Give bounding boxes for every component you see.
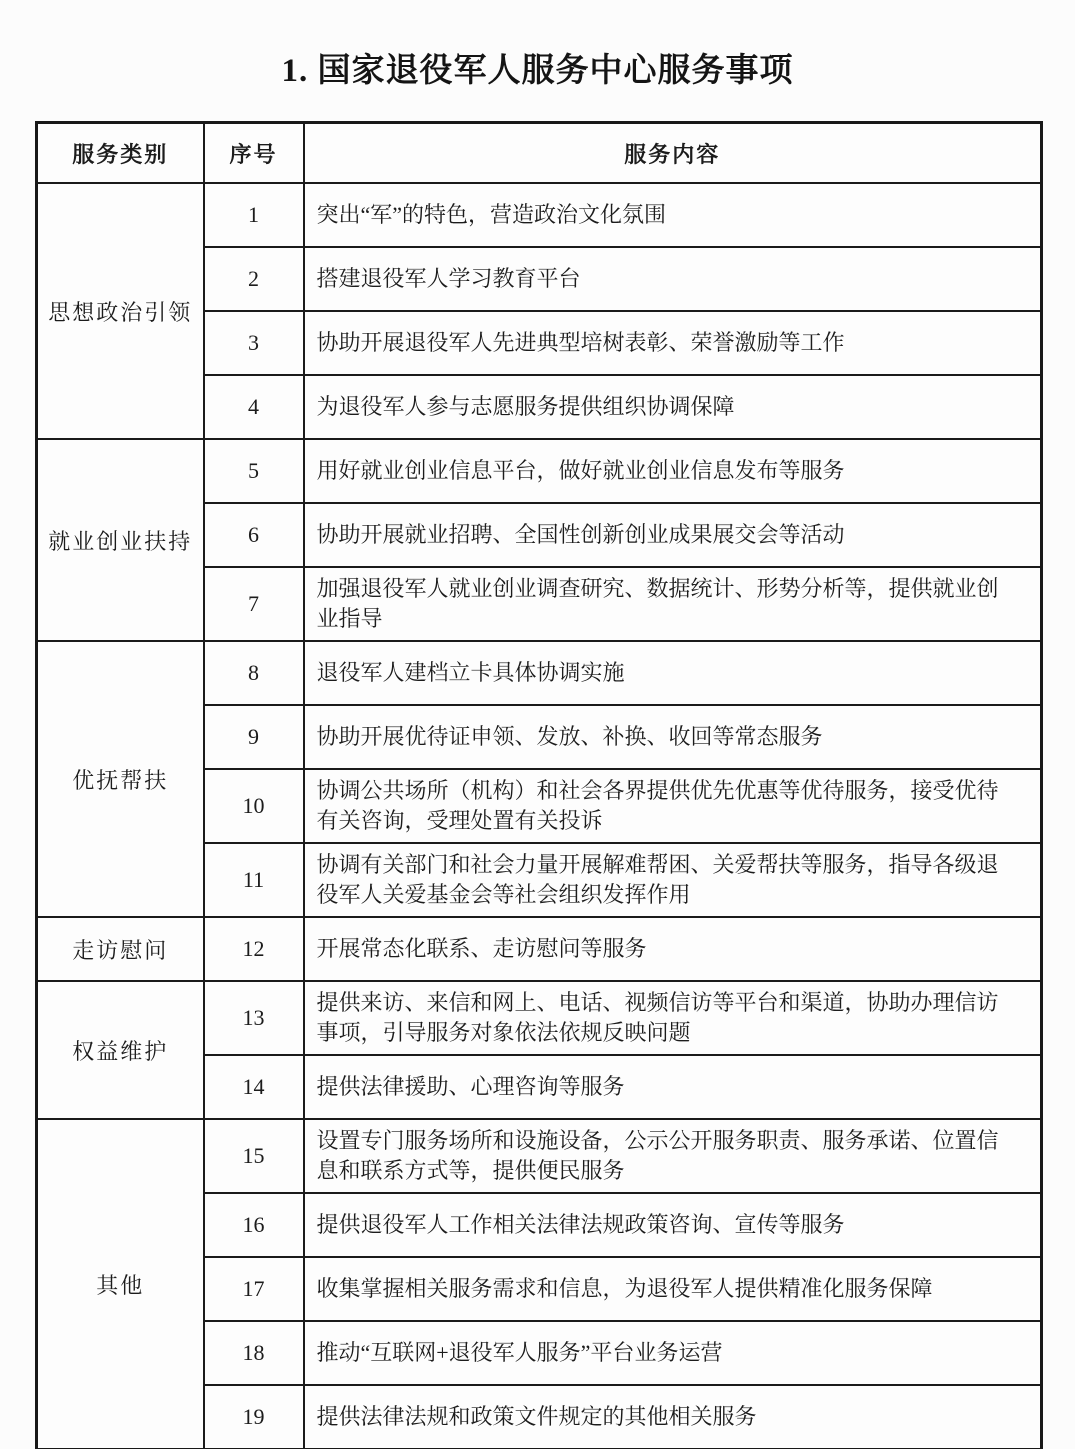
row-number: 7 [204, 567, 304, 641]
row-content: 为退役军人参与志愿服务提供组织协调保障 [304, 375, 1042, 439]
row-number: 9 [204, 705, 304, 769]
row-number: 2 [204, 247, 304, 311]
table-row [37, 1119, 1042, 1193]
row-content: 突出“军”的特色，营造政治文化氛围 [304, 183, 1042, 247]
category-cell: 就业创业扶持 [37, 439, 204, 641]
row-content: 开展常态化联系、走访慰问等服务 [304, 917, 1042, 981]
row-number: 6 [204, 503, 304, 567]
row-number: 10 [204, 769, 304, 843]
row-number: 19 [204, 1385, 304, 1449]
row-content: 退役军人建档立卡具体协调实施 [304, 641, 1042, 705]
row-content: 协调有关部门和社会力量开展解难帮困、关爱帮扶等服务，指导各级退役军人关爱基金会等社会组织发挥作用 [304, 843, 1042, 917]
service-items-table [35, 121, 1043, 1449]
row-content: 协助开展退役军人先进典型培树表彰、荣誉激励等工作 [304, 311, 1042, 375]
row-number: 5 [204, 439, 304, 503]
category-cell: 优抚帮扶 [37, 641, 204, 917]
row-content: 推动“互联网+退役军人服务”平台业务运营 [304, 1321, 1042, 1385]
row-number: 12 [204, 917, 304, 981]
table-row [37, 917, 1042, 981]
row-number: 11 [204, 843, 304, 917]
category-cell: 思想政治引领 [37, 183, 204, 439]
row-number: 16 [204, 1193, 304, 1257]
row-content: 协调公共场所（机构）和社会各界提供优先优惠等优待服务，接受优待有关咨询，受理处置有关投诉 [304, 769, 1042, 843]
page-title: 1. 国家退役军人服务中心服务事项 [281, 53, 794, 89]
row-number: 3 [204, 311, 304, 375]
row-number: 8 [204, 641, 304, 705]
header-content: 服务内容 [304, 123, 1042, 184]
row-content: 设置专门服务场所和设施设备，公示公开服务职责、服务承诺、位置信息和联系方式等，提供便民服务 [304, 1119, 1042, 1193]
row-number: 17 [204, 1257, 304, 1321]
row-content: 收集掌握相关服务需求和信息，为退役军人提供精准化服务保障 [304, 1257, 1042, 1321]
row-content: 协助开展就业招聘、全国性创新创业成果展交会等活动 [304, 503, 1042, 567]
row-content: 提供来访、来信和网上、电话、视频信访等平台和渠道，协助办理信访事项，引导服务对象依法依规反映问题 [304, 981, 1042, 1055]
row-number: 13 [204, 981, 304, 1055]
table-row [37, 981, 1042, 1055]
row-content: 提供法律法规和政策文件规定的其他相关服务 [304, 1385, 1042, 1449]
category-cell: 走访慰问 [37, 917, 204, 981]
row-number: 14 [204, 1055, 304, 1119]
row-content: 提供退役军人工作相关法律法规政策咨询、宣传等服务 [304, 1193, 1042, 1257]
row-number: 1 [204, 183, 304, 247]
table-row [37, 641, 1042, 705]
row-content: 用好就业创业信息平台，做好就业创业信息发布等服务 [304, 439, 1042, 503]
header-no: 序号 [204, 123, 304, 184]
row-content: 搭建退役军人学习教育平台 [304, 247, 1042, 311]
table-row [37, 439, 1042, 503]
header-category: 服务类别 [37, 123, 204, 184]
category-cell: 其他 [37, 1119, 204, 1449]
table-row [37, 183, 1042, 247]
row-content: 加强退役军人就业创业调查研究、数据统计、形势分析等，提供就业创业指导 [304, 567, 1042, 641]
row-content: 提供法律援助、心理咨询等服务 [304, 1055, 1042, 1119]
row-number: 4 [204, 375, 304, 439]
header-row [37, 123, 1042, 184]
row-number: 18 [204, 1321, 304, 1385]
category-cell: 权益维护 [37, 981, 204, 1119]
row-content: 协助开展优待证申领、发放、补换、收回等常态服务 [304, 705, 1042, 769]
row-number: 15 [204, 1119, 304, 1193]
